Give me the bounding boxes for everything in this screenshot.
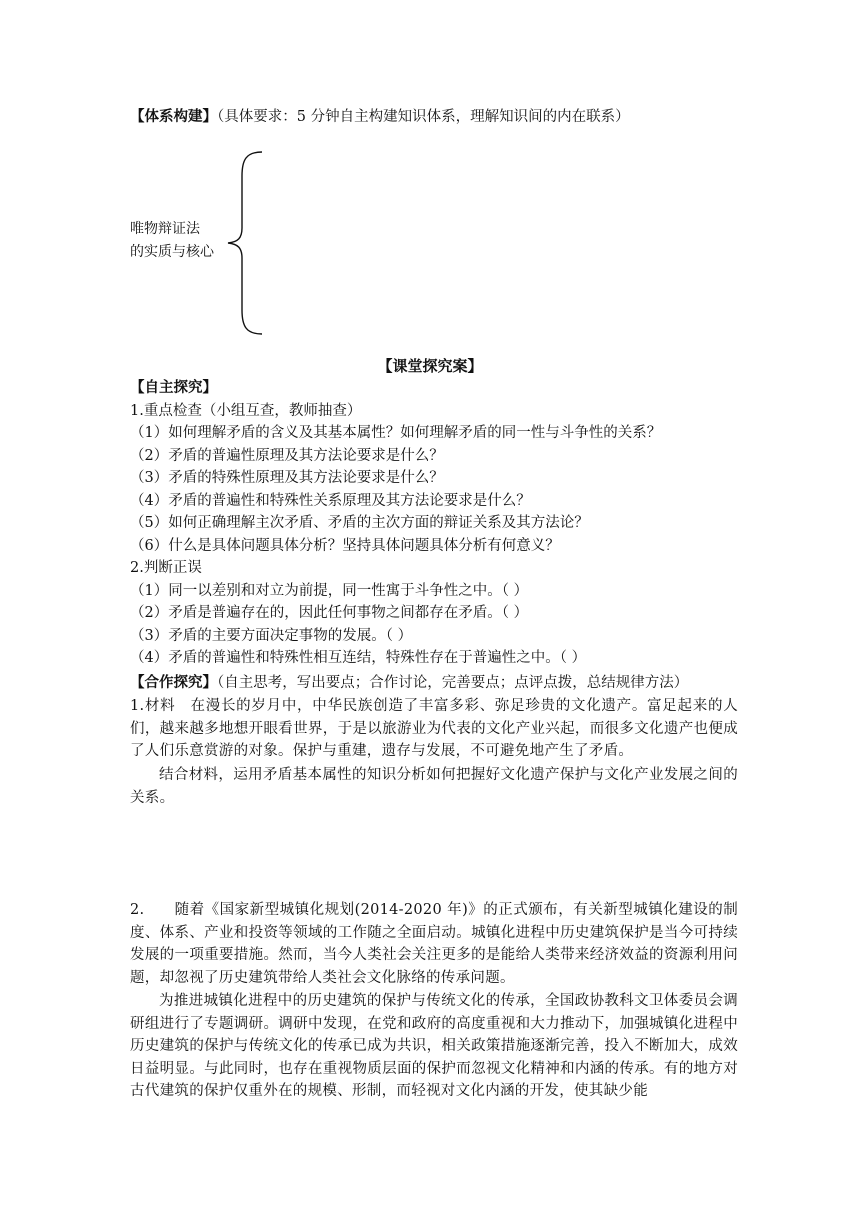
material-1-question: 结合材料，运用矛盾基本属性的知识分析如何把握好文化遗产保护与文化产业发展之间的关系。 bbox=[130, 767, 738, 806]
material-2-text-continued: 为推进城镇化进程中的历史建筑的保护与传统文化的传承，全国政协教科文卫体委员会调研组进行了专题调研。调研中发现，在党和政府的高度重视和大力推动下，加强城镇化进程中历史建筑的保护与传统文化的传承已成为共识，相关政策措施逐渐完善，投入不断加大，成效日益明显。与此同时，也存在重视物质层面的保护而忽视文化精神和内涵的传承。有的地方对古代建筑的保护仅重外在的规模、形制，而轻视对文化内涵的开发，使其缺少能 bbox=[130, 993, 738, 1099]
q1-item: （1）如何理解矛盾的含义及其基本属性？如何理解矛盾的同一性与斗争性的关系？ bbox=[130, 425, 662, 441]
q1-item: （3）矛盾的特殊性原理及其方法论要求是什么？ bbox=[130, 470, 444, 486]
q2-title: 2.判断正误 bbox=[130, 560, 202, 576]
system-requirement: （具体要求：5 分钟自主构建知识体系，理解知识间的内在联系） bbox=[217, 109, 630, 125]
material-1-text: 1.材料 在漫长的岁月中，中华民族创造了丰富多彩、弥足珍贵的文化遗产。富足起来的人们，越来越多地想开眼看世界，于是以旅游业为代表的文化产业兴起，而很多文化遗产也便成了人们乐意赏游的对象。保护与重建，遗存与发展，不可避免地产生了矛盾。 bbox=[130, 698, 738, 759]
q2-item: （3）矛盾的主要方面决定事物的发展。（ ） bbox=[130, 628, 413, 644]
q1-item: （6）什么是具体问题具体分析？坚持具体问题具体分析有何意义？ bbox=[130, 538, 560, 554]
q2-item: （4）矛盾的普遍性和特殊性相互连结，特殊性存在于普遍性之中。（ ） bbox=[130, 650, 587, 666]
diagram-label-line1: 唯物辩证法 bbox=[130, 221, 200, 237]
system-heading-line bbox=[130, 106, 630, 128]
q2-item: （2）矛盾是普遍存在的，因此任何事物之间都存在矛盾。（ ） bbox=[130, 605, 529, 621]
q1-item: （5）如何正确理解主次矛盾、矛盾的主次方面的辩证关系及其方法论？ bbox=[130, 515, 589, 531]
coop-requirement: （自主思考，写出要点；合作讨论，完善要点；点评点拨，总结规律方法） bbox=[217, 675, 689, 691]
coop-heading-line bbox=[130, 672, 688, 694]
diagram-label-line2: 的实质与核心 bbox=[130, 244, 214, 260]
material-2-text: 2. 随着《国家新型城镇化规划(2014-2020 年)》的正式颁布，有关新型城镇化建设的制度、体系、产业和投资等领域的工作随之全面启动。城镇化进程中历史建筑保护是当今可持续发展的一项重要措施。然而，当今人类社会关注更多的是能给人类带来经济效益的资源利用问题，却忽视了历史建筑带给人类社会文化脉络的传承问题。 bbox=[130, 902, 738, 986]
coop-heading: 【合作探究】 bbox=[130, 674, 217, 691]
q1-item: （4）矛盾的普遍性和特殊性关系原理及其方法论要求是什么？ bbox=[130, 493, 531, 509]
q1-item: （2）矛盾的普遍性原理及其方法论要求是什么？ bbox=[130, 448, 444, 464]
system-heading: 【体系构建】 bbox=[130, 108, 217, 125]
curly-brace-icon bbox=[224, 150, 268, 336]
classroom-title: 【课堂探究案】 bbox=[377, 357, 483, 375]
q1-title: 1.重点检查（小组互查，教师抽查） bbox=[130, 403, 362, 419]
self-explore-heading: 【自主探究】 bbox=[130, 379, 217, 396]
q2-item: （1）同一以差别和对立为前提，同一性寓于斗争性之中。（ ） bbox=[130, 583, 529, 599]
